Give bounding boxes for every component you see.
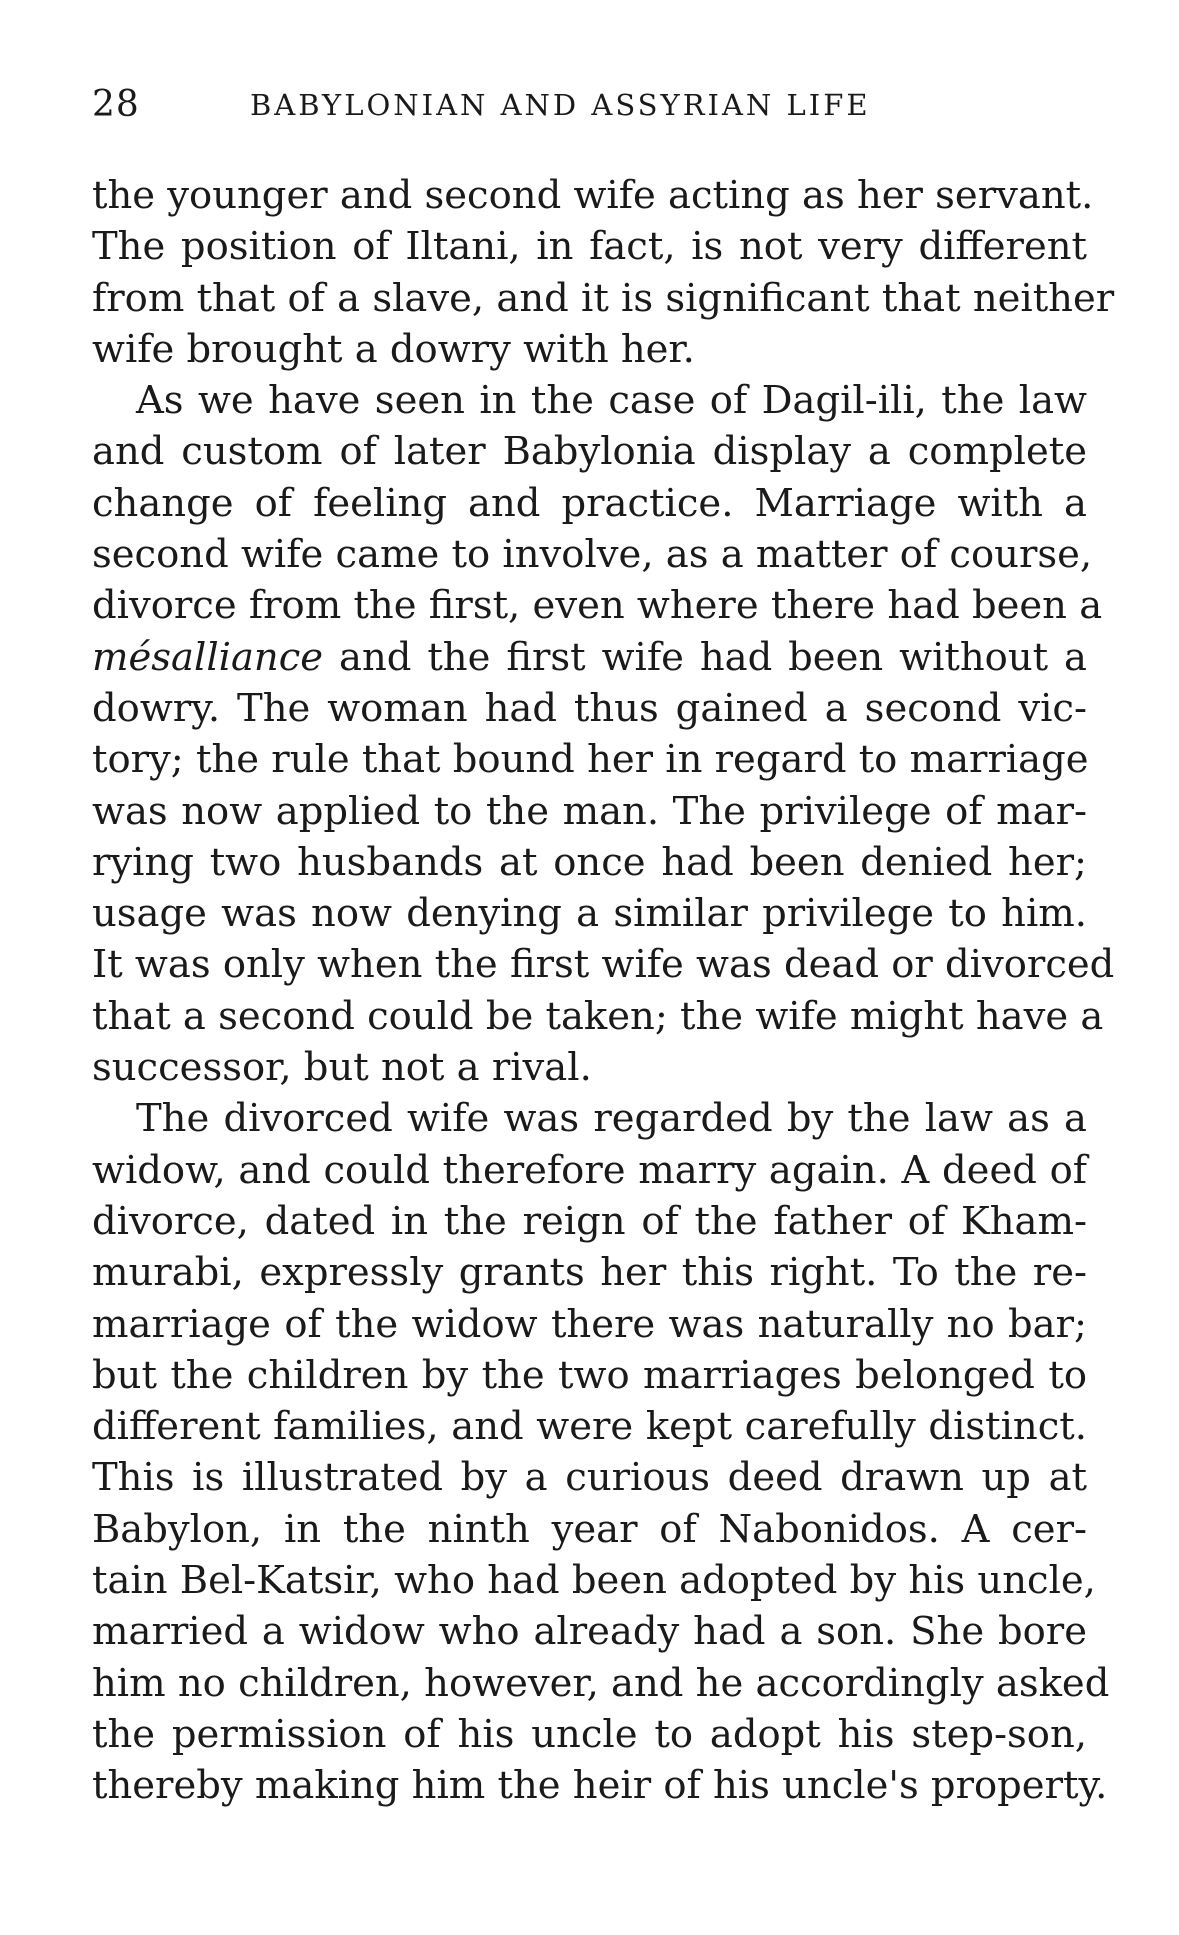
running-head: BABYLONIAN AND ASSYRIAN LIFE xyxy=(250,88,871,122)
text-line: from that of a slave, and it is significant that neither xyxy=(92,275,1115,321)
body-text xyxy=(92,170,1115,1812)
text-line: successor, but not a rival. xyxy=(92,1045,592,1091)
text-line: usage was now denying a similar privilege to him. xyxy=(92,891,1087,937)
text-line: second wife came to involve, as a matter of course, xyxy=(92,532,1093,578)
text-line: tory; the rule that bound her in regard to marriage xyxy=(92,737,1089,783)
text-line: him no children, however, and he accordingly asked xyxy=(92,1660,1110,1706)
text-line: wife brought a dowry with her. xyxy=(92,326,695,372)
text-line: married a widow who already had a son. She bore xyxy=(92,1609,1087,1655)
page-header xyxy=(92,84,1092,134)
text-line: change of feeling and practice. Marriage with a xyxy=(92,480,1087,526)
text-line: The divorced wife was regarded by the law as a xyxy=(136,1096,1087,1142)
text-line: dowry. The woman had thus gained a second vic- xyxy=(92,685,1087,731)
text-line: was now applied to the man. The privilege of mar- xyxy=(92,788,1087,834)
text-line: the younger and second wife acting as her servant. xyxy=(92,173,1094,218)
text-line: divorce from the first, even where there had been a xyxy=(92,583,1103,629)
text-line: As we have seen in the case of Dagil-ili, the law xyxy=(136,378,1087,424)
line-text: and the first wife had been without a xyxy=(323,634,1087,680)
text-line: rying two husbands at once had been denied her; xyxy=(92,839,1087,885)
text-line: divorce, dated in the reign of the father of Kham- xyxy=(92,1198,1087,1244)
text-line: Babylon, in the ninth year of Nabonidos. A cer- xyxy=(92,1506,1087,1552)
text-line: and custom of later Babylonia display a complete xyxy=(92,429,1087,475)
text-line xyxy=(92,632,1087,683)
text-line: murabi, expressly grants her this right. To the re- xyxy=(92,1250,1087,1296)
text-line: marriage of the widow there was naturally no bar; xyxy=(92,1301,1087,1347)
text-line: but the children by the two marriages belonged to xyxy=(92,1352,1087,1398)
text-line: widow, and could therefore marry again. A deed of xyxy=(92,1147,1087,1193)
text-line: This is illustrated by a curious deed drawn up at xyxy=(92,1455,1087,1501)
italic-word: mésalliance xyxy=(92,634,324,680)
text-line: thereby making him the heir of his uncle's property. xyxy=(92,1763,1108,1809)
text-line: the permission of his uncle to adopt his step-son, xyxy=(92,1711,1087,1757)
text-line: It was only when the first wife was dead or divorced xyxy=(92,942,1115,988)
page-number: 28 xyxy=(92,84,140,125)
text-line: different families, and were kept carefully distinct. xyxy=(92,1404,1087,1450)
text-line: tain Bel-Katsir, who had been adopted by his uncle, xyxy=(92,1558,1096,1604)
text-line: The position of Iltani, in fact, is not very different xyxy=(92,224,1087,270)
text-line: that a second could be taken; the wife might have a xyxy=(92,993,1104,1039)
